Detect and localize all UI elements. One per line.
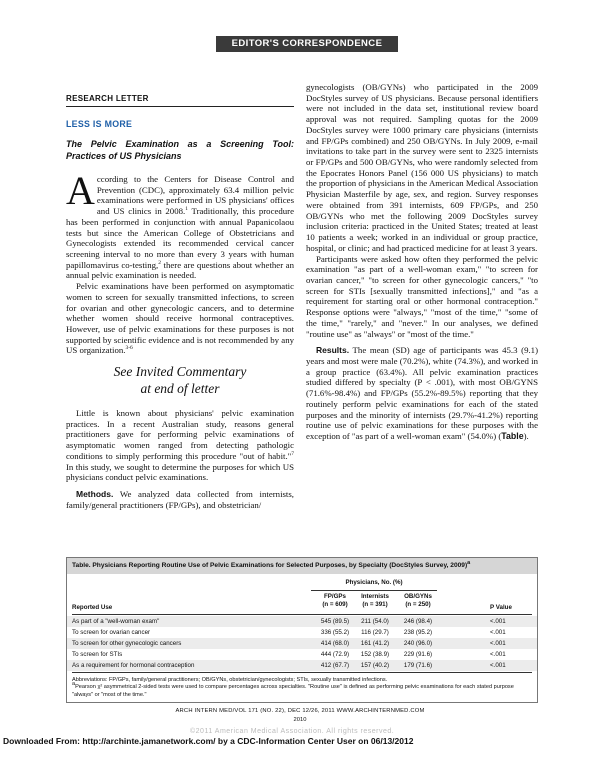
table-footnotes: Abbreviations: FP/GPs, family/general practitioners; OB/GYNs, obstetrician/gynecologists; STIs, sexually transmitted infections. $^a$Pearson χ² asymmetrical 2-sided tests were used to compare percentages across specialties. "Routine use" is defined as performing pelvic examinations for each stated purpose "always" or "most of the time." — [72, 677, 514, 698]
column-header-obgyn: OB/GYNs (n = 250) — [404, 593, 432, 608]
table-spanner-header: Physicians, No. (%) — [345, 579, 403, 586]
results-table — [66, 557, 538, 703]
drop-cap: A — [66, 167, 95, 213]
article-title: The Pelvic Examination as a Screening Tool: Practices of US Physicians — [66, 139, 294, 161]
results-paragraph: Results. The mean (SD) age of participants was 45.3 (9.1) years and most were male (70.2%), white (74.3%), and worked in a group practice (63.4%). All pelvic examination practices studied differed by specialty (P < .001), with most OB/GYNS (71.6%-98.4%) and FP/GPs (55.2%-89.5%) reporting that they routinely perform pelvic examinations for each of the stated purposes and the minority of internists (29.7%-41.2%) reporting routine use of pelvic examinations for these purposes with the exception of "as part of a well-woman exam" (54.0%) (Table). — [306, 345, 538, 441]
series-label: LESS IS MORE — [66, 118, 133, 129]
methods-continued-paragraph: gynecologists (OB/GYNs) who participated in the 2009 DocStyles survey of US physicians. Because personal identifiers were not included in the data set, institutional review board approval was not required. Sampling quotas for the 2009 DocStyles survey were 1000 primary care physicians (internists and FP/GPs combined) and 250 OB/GYNs. In July 2009, e-mail invitations to take part in the survey were sent to 2325 internists or FP/GPs and 500 OB/GYNs, who were randomly selected from the Epocrates Honors Panel (156 000 US physicians) to match the proportion of physicians in the American Medical Association Physician Masterfile by age, sex, and region. Survey responses were obtained from 391 internists, 609 FP/GPs, and 250 OB/GYNs who met the following 2009 DocStyles survey inclusion criteria: practiced in the United States; treated at least 10 patients a week; worked in an individual or group practice, hospital, or clinic; and had practiced medicine for at least 3 years. — [306, 82, 538, 253]
intro-paragraph: According to the Centers for Disease Control and Prevention (CDC), approximately 63.4 million pelvic examinations were performed in US physicians' offices and US clinics in 2008.$^1$ Traditionally, this procedure has been performed in conjunction with annual Papanicolaou tests but since the American College of Obstetricians and Gynecologists extended its recommended cervical cancer screening interval to no more than every 3 years with human papillomavirus co-testing,$^2$ there are questions about whether an annual pelvic examination is needed. — [66, 167, 295, 281]
table-row: To screen for other gynecologic cancers 414 (68.0) 161 (41.2) 240 (96.0) <.001 — [67, 638, 537, 649]
table-row: To screen for STIs 444 (72.9) 152 (38.9) 229 (91.6) <.001 — [72, 651, 506, 658]
invited-commentary-note: See Invited Commentary at end of letter — [113, 364, 247, 397]
section-banner: EDITOR'S CORRESPONDENCE — [216, 36, 398, 52]
page-number: 2010 — [293, 717, 307, 723]
table-row: As part of a "well-woman exam" 545 (89.5) 211 (54.0) 246 (98.4) <.001 — [67, 616, 537, 627]
purpose-paragraph: Pelvic examinations have been performed on asymptomatic women to screen for sexually transmitted infections, to screen for ovarian and other gynecologic cancers, and to determine whether women should receive hormonal contraceptives. However, use of pelvic examinations for these purposes is not supported by scientific evidence and is not recommended by any US organization.$^{3-6}$ — [66, 281, 294, 356]
table-reference-link[interactable]: Table — [501, 431, 524, 441]
header-rule — [72, 614, 532, 615]
copyright-line: ©2011 American Medical Association. All rights reserved. — [190, 728, 395, 735]
column-header-fpgp: FP/GPs (n = 609) — [322, 593, 348, 608]
section-label: RESEARCH LETTER — [66, 94, 294, 107]
methods-paragraph: Methods. We analyzed data collected from internists, family/general practitioners (FP/GPs), and obstetrician/ — [66, 488, 294, 510]
table-bottom-rule — [72, 672, 532, 673]
left-column — [66, 82, 294, 510]
table-row: As a requirement for hormonal contraception 412 (67.7) 157 (40.2) 179 (71.6) <.001 — [67, 660, 537, 671]
right-column — [306, 82, 538, 442]
column-header-internists: Internists (n = 391) — [361, 593, 389, 608]
spanner-rule — [311, 590, 437, 591]
table-caption: Table. Physicians Reporting Routine Use of Pelvic Examinations for Selected Purposes, by Specialty (DocStyles Survey, 2009)$^a$ — [67, 558, 537, 574]
table-row: To screen for ovarian cancer 336 (55.2) 116 (29.7) 238 (95.2) <.001 — [72, 629, 506, 636]
row-header-label: Reported Use — [72, 604, 113, 611]
background-paragraph: Little is known about physicians' pelvic examination practices. In a recent Australian study, reasons general practitioners gave for performing pelvic examinations of asymptomatic women ranged from detecting pathologic conditions to simply performing this procedure "out of habit."$^7$ In this study, we sought to determine the purposes for which US physicians conduct pelvic examinations. — [66, 407, 294, 483]
column-header-pvalue: P Value — [490, 604, 512, 611]
survey-question-paragraph: Participants were asked how often they performed the pelvic examination "as part of a well-woman exam," "to screen for ovarian cancer," "to screen for other gynecologic cancers," "to screen for STIs [sexually transmitted infections]," and "as a requirement for starting oral or other hormonal contraception." Response options were "always," "most of the time," "some of the time," "rarely," and "never." In our analyses, we defined "routine use" as "always" or "most of the time." — [306, 253, 538, 339]
journal-footer: ARCH INTERN MED/VOL 171 (NO. 22), DEC 12/26, 2011 WWW.ARCHINTERNMED.COM — [175, 708, 425, 714]
download-notice: Downloaded From: http://archinte.jamanetwork.com/ by a CDC-Information Center User on 06/13/2012 — [3, 736, 414, 746]
